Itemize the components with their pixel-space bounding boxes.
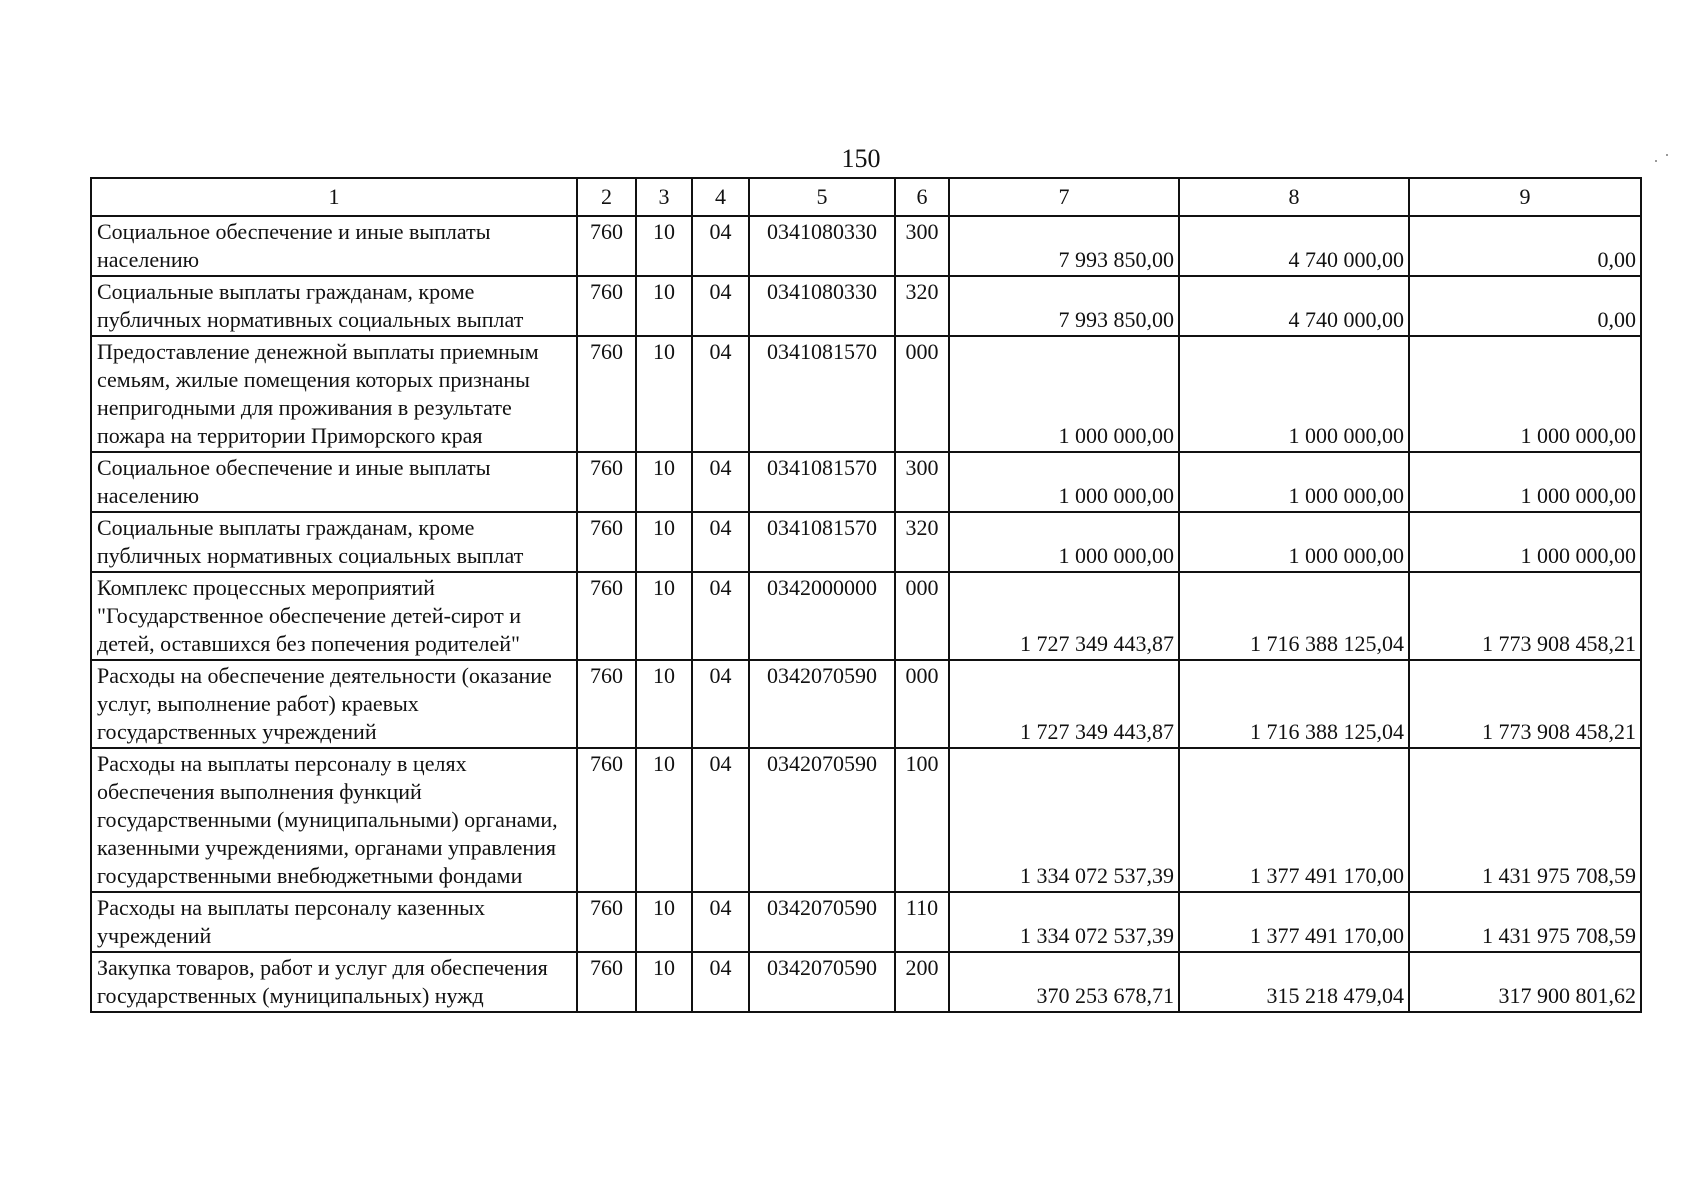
- page-number: 150: [841, 144, 881, 173]
- expense-type-code: 000: [895, 572, 949, 660]
- item-name: Закупка товаров, работ и услуг для обеспечения государственных (муниципальных) нужд: [91, 952, 577, 1012]
- ministry-code: 760: [577, 216, 636, 276]
- ministry-code: 760: [577, 748, 636, 892]
- expense-type-code: 300: [895, 452, 949, 512]
- subsection-code: 04: [692, 892, 749, 952]
- subsection-code: 04: [692, 572, 749, 660]
- expense-type-code: 110: [895, 892, 949, 952]
- amount-col-7: 1 334 072 537,39: [949, 748, 1179, 892]
- item-name: Комплекс процессных мероприятий "Государственное обеспечение детей-сирот и детей, оставшихся без попечения родителей": [91, 572, 577, 660]
- expense-type-code: 320: [895, 276, 949, 336]
- amount-col-8: 1 716 388 125,04: [1179, 572, 1409, 660]
- amount-col-7: 1 727 349 443,87: [949, 572, 1179, 660]
- target-article-code: 0341081570: [749, 336, 895, 452]
- subsection-code: 04: [692, 748, 749, 892]
- amount-col-8: 1 000 000,00: [1179, 512, 1409, 572]
- expense-type-code: 100: [895, 748, 949, 892]
- ministry-code: 760: [577, 452, 636, 512]
- amount-col-8: 4 740 000,00: [1179, 276, 1409, 336]
- table-row: [91, 336, 1641, 452]
- target-article-code: 0341080330: [749, 216, 895, 276]
- item-name: Расходы на выплаты персоналу в целях обеспечения выполнения функций государственными (муниципальными) органами, казенными учреждениями, органами управления государственными внебюджетными фондами: [91, 748, 577, 892]
- column-header: 7: [949, 178, 1179, 216]
- table-row: [91, 452, 1641, 512]
- column-header: 1: [91, 178, 577, 216]
- amount-col-8: 1 377 491 170,00: [1179, 892, 1409, 952]
- table-row: [91, 276, 1641, 336]
- amount-col-8: 1 716 388 125,04: [1179, 660, 1409, 748]
- column-header: 5: [749, 178, 895, 216]
- subsection-code: 04: [692, 512, 749, 572]
- amount-col-8: 315 218 479,04: [1179, 952, 1409, 1012]
- section-code: 10: [636, 276, 692, 336]
- amount-col-9: 1 773 908 458,21: [1409, 660, 1641, 748]
- amount-col-8: 1 377 491 170,00: [1179, 748, 1409, 892]
- item-name: Социальные выплаты гражданам, кроме публичных нормативных социальных выплат: [91, 276, 577, 336]
- amount-col-9: 1 431 975 708,59: [1409, 892, 1641, 952]
- amount-col-7: 1 000 000,00: [949, 452, 1179, 512]
- target-article-code: 0342000000: [749, 572, 895, 660]
- section-code: 10: [636, 892, 692, 952]
- column-header: 2: [577, 178, 636, 216]
- ministry-code: 760: [577, 336, 636, 452]
- item-name: Социальные выплаты гражданам, кроме публичных нормативных социальных выплат: [91, 512, 577, 572]
- section-code: 10: [636, 572, 692, 660]
- ministry-code: 760: [577, 572, 636, 660]
- target-article-code: 0342070590: [749, 952, 895, 1012]
- section-code: 10: [636, 336, 692, 452]
- subsection-code: 04: [692, 952, 749, 1012]
- scan-speck: [1666, 154, 1668, 156]
- subsection-code: 04: [692, 276, 749, 336]
- amount-col-7: 1 334 072 537,39: [949, 892, 1179, 952]
- amount-col-7: 7 993 850,00: [949, 276, 1179, 336]
- table-row: [91, 748, 1641, 892]
- amount-col-7: 7 993 850,00: [949, 216, 1179, 276]
- expense-type-code: 300: [895, 216, 949, 276]
- subsection-code: 04: [692, 452, 749, 512]
- table-row: [91, 892, 1641, 952]
- target-article-code: 0341080330: [749, 276, 895, 336]
- column-header: 3: [636, 178, 692, 216]
- ministry-code: 760: [577, 660, 636, 748]
- amount-col-7: 1 000 000,00: [949, 336, 1179, 452]
- section-code: 10: [636, 952, 692, 1012]
- target-article-code: 0341081570: [749, 512, 895, 572]
- table-row: [91, 572, 1641, 660]
- amount-col-9: 1 000 000,00: [1409, 452, 1641, 512]
- section-code: 10: [636, 452, 692, 512]
- item-name: Расходы на выплаты персоналу казенных учреждений: [91, 892, 577, 952]
- expense-type-code: 000: [895, 660, 949, 748]
- expense-type-code: 200: [895, 952, 949, 1012]
- ministry-code: 760: [577, 892, 636, 952]
- target-article-code: 0342070590: [749, 748, 895, 892]
- column-header: 8: [1179, 178, 1409, 216]
- ministry-code: 760: [577, 512, 636, 572]
- table-row: [91, 512, 1641, 572]
- item-name: Социальное обеспечение и иные выплаты населению: [91, 216, 577, 276]
- table-row: [91, 952, 1641, 1012]
- amount-col-7: 1 727 349 443,87: [949, 660, 1179, 748]
- table-row: [91, 660, 1641, 748]
- amount-col-8: 1 000 000,00: [1179, 336, 1409, 452]
- column-header: 4: [692, 178, 749, 216]
- section-code: 10: [636, 216, 692, 276]
- scan-speck: [1655, 160, 1657, 162]
- amount-col-9: 0,00: [1409, 276, 1641, 336]
- subsection-code: 04: [692, 216, 749, 276]
- column-header: 9: [1409, 178, 1641, 216]
- amount-col-9: 1 431 975 708,59: [1409, 748, 1641, 892]
- ministry-code: 760: [577, 276, 636, 336]
- target-article-code: 0342070590: [749, 660, 895, 748]
- amount-col-8: 4 740 000,00: [1179, 216, 1409, 276]
- target-article-code: 0341081570: [749, 452, 895, 512]
- amount-col-7: 370 253 678,71: [949, 952, 1179, 1012]
- item-name: Предоставление денежной выплаты приемным семьям, жилые помещения которых признаны непригодными для проживания в результате пожара на территории Приморского края: [91, 336, 577, 452]
- ministry-code: 760: [577, 952, 636, 1012]
- expense-type-code: 000: [895, 336, 949, 452]
- column-header: 6: [895, 178, 949, 216]
- amount-col-9: 1 773 908 458,21: [1409, 572, 1641, 660]
- amount-col-9: 1 000 000,00: [1409, 512, 1641, 572]
- amount-col-9: 317 900 801,62: [1409, 952, 1641, 1012]
- amount-col-9: 1 000 000,00: [1409, 336, 1641, 452]
- amount-col-9: 0,00: [1409, 216, 1641, 276]
- table-row: [91, 216, 1641, 276]
- target-article-code: 0342070590: [749, 892, 895, 952]
- subsection-code: 04: [692, 660, 749, 748]
- header-row: [91, 178, 1641, 216]
- section-code: 10: [636, 748, 692, 892]
- item-name: Расходы на обеспечение деятельности (оказание услуг, выполнение работ) краевых государственных учреждений: [91, 660, 577, 748]
- budget-table: [90, 177, 1642, 1013]
- item-name: Социальное обеспечение и иные выплаты населению: [91, 452, 577, 512]
- amount-col-8: 1 000 000,00: [1179, 452, 1409, 512]
- amount-col-7: 1 000 000,00: [949, 512, 1179, 572]
- subsection-code: 04: [692, 336, 749, 452]
- expense-type-code: 320: [895, 512, 949, 572]
- section-code: 10: [636, 660, 692, 748]
- section-code: 10: [636, 512, 692, 572]
